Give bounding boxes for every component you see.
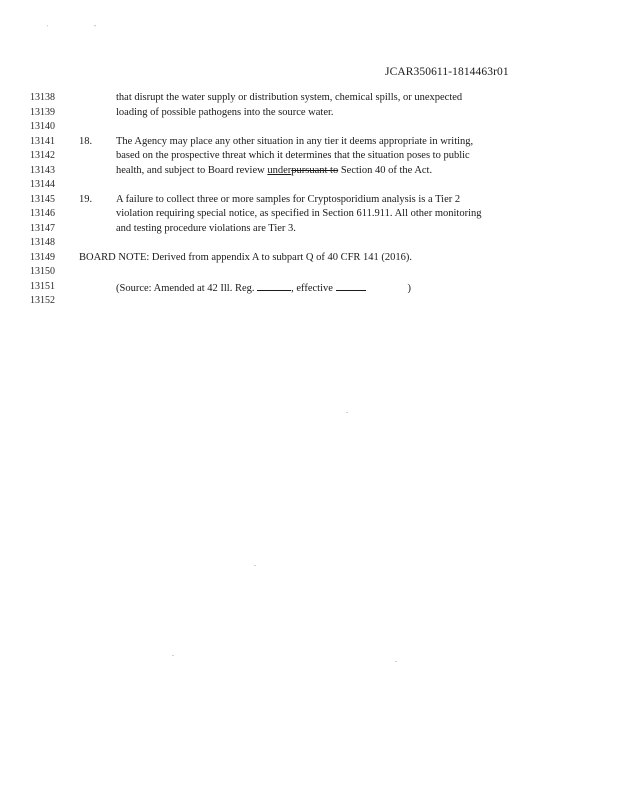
document-body <box>0 91 618 309</box>
deleted-text: pursuant to <box>291 164 339 176</box>
line-text-suffix: Section 40 of the Act. <box>338 164 433 176</box>
scan-marks: ' " <box>47 25 119 31</box>
line-number: 13138 <box>30 92 55 103</box>
document-id: JCAR350611-1814463r01 <box>385 66 509 78</box>
line-text: violation requiring special notice, as specified in Section 611.911. All other monitoring <box>116 208 482 219</box>
text-line <box>0 91 618 106</box>
source-note-start: (Source: Amended at 42 Ill. Reg. <box>116 282 258 294</box>
line-text: loading of possible pathogens into the source water. <box>116 106 334 118</box>
line-number: 13141 <box>30 135 55 147</box>
text-line <box>0 193 618 208</box>
scan-speck <box>395 661 397 662</box>
source-note-end: ) <box>407 282 412 294</box>
line-number: 13152 <box>30 295 55 306</box>
line-text: and testing procedure violations are Tier 3. <box>116 222 296 234</box>
line-number: 13144 <box>30 179 55 190</box>
text-line <box>0 149 618 164</box>
text-line <box>0 106 618 121</box>
text-line <box>0 265 618 280</box>
scan-speck <box>254 565 256 566</box>
text-line <box>0 120 618 135</box>
line-number: 13147 <box>30 222 55 234</box>
inserted-text: under <box>267 164 292 176</box>
board-note: BOARD NOTE: Derived from appendix A to subpart Q of 40 CFR 141 (2016). <box>79 251 413 263</box>
line-text-prefix: health, and subject to Board review <box>116 164 268 176</box>
line-number: 13145 <box>30 193 55 205</box>
line-text: The Agency may place any other situation in any tier it deems appropriate in writing, <box>116 135 474 147</box>
text-line <box>0 280 618 295</box>
text-line <box>0 236 618 251</box>
effective-date-blank <box>336 280 366 291</box>
text-line <box>0 164 618 179</box>
source-note-effective: , effective <box>291 282 336 294</box>
text-line <box>0 251 618 266</box>
line-number: 13148 <box>30 237 55 248</box>
line-number: 13142 <box>30 150 55 161</box>
scan-speck <box>172 655 174 656</box>
line-number: 13140 <box>30 121 55 132</box>
text-line <box>0 207 618 222</box>
text-line <box>0 135 618 150</box>
scan-speck <box>346 412 348 413</box>
line-number: 13151 <box>30 280 55 292</box>
item-number: 18. <box>79 135 93 147</box>
register-page-blank <box>257 280 291 291</box>
line-number: 13150 <box>30 266 55 277</box>
text-line <box>0 222 618 237</box>
line-text <box>116 164 432 179</box>
text-line <box>0 178 618 193</box>
line-number: 13146 <box>30 208 55 219</box>
item-number: 19. <box>79 193 93 205</box>
line-number: 13149 <box>30 251 55 263</box>
line-text: based on the prospective threat which it determines that the situation poses to public <box>116 150 470 161</box>
line-number: 13139 <box>30 106 55 118</box>
line-text: that disrupt the water supply or distribution system, chemical spills, or unexpected <box>116 92 463 103</box>
text-line <box>0 294 618 309</box>
line-text: A failure to collect three or more samples for Cryptosporidium analysis is a Tier 2 <box>116 193 461 205</box>
line-number: 13143 <box>30 164 55 176</box>
